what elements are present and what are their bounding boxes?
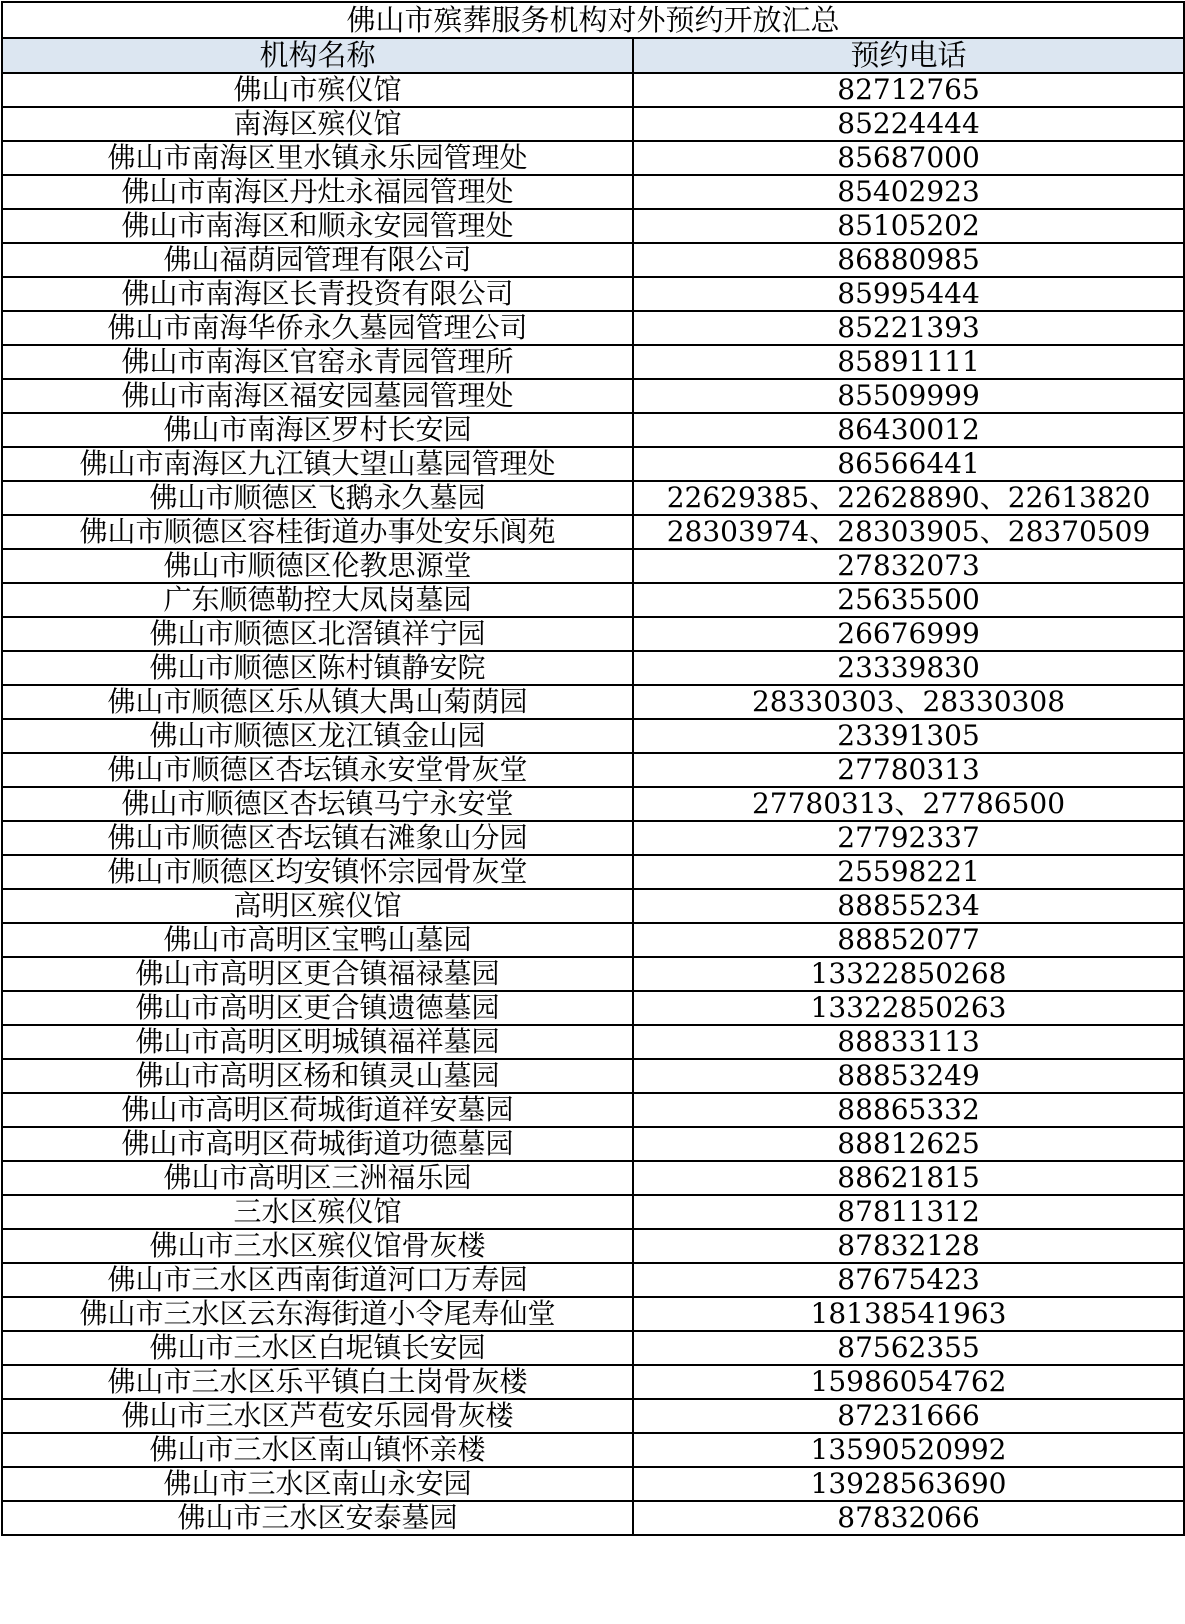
phone-cell[interactable]: 85687000 [633,141,1184,175]
institution-table [1,1,1185,1536]
phone-cell[interactable]: 13322850268 [633,957,1184,991]
phone-cell[interactable]: 85509999 [633,379,1184,413]
institution-name-cell[interactable]: 佛山市顺德区容桂街道办事处安乐阆苑 [2,515,633,549]
table-row [2,481,1184,515]
phone-cell[interactable]: 86566441 [633,447,1184,481]
table-row [2,1161,1184,1195]
phone-cell[interactable]: 85995444 [633,277,1184,311]
table-row [2,1365,1184,1399]
institution-name-cell[interactable]: 佛山市南海区里水镇永乐园管理处 [2,141,633,175]
institution-name-cell[interactable]: 佛山市高明区宝鸭山墓园 [2,923,633,957]
table-row [2,651,1184,685]
phone-cell[interactable]: 86430012 [633,413,1184,447]
institution-name-cell[interactable]: 佛山市南海华侨永久墓园管理公司 [2,311,633,345]
table-row [2,991,1184,1025]
institution-name-cell[interactable]: 佛山市高明区更合镇福禄墓园 [2,957,633,991]
phone-cell[interactable]: 82712765 [633,73,1184,107]
phone-cell[interactable]: 23391305 [633,719,1184,753]
table-row [2,1297,1184,1331]
table-row [2,1195,1184,1229]
table-row [2,583,1184,617]
table-row [2,141,1184,175]
table-row [2,889,1184,923]
table-row [2,753,1184,787]
phone-cell[interactable]: 85221393 [633,311,1184,345]
institution-name-cell[interactable]: 佛山市顺德区杏坛镇马宁永安堂 [2,787,633,821]
phone-cell[interactable]: 13928563690 [633,1467,1184,1501]
table-row [2,1467,1184,1501]
phone-cell[interactable]: 87562355 [633,1331,1184,1365]
institution-name-cell[interactable]: 佛山市高明区明城镇福祥墓园 [2,1025,633,1059]
institution-name-cell[interactable]: 高明区殡仪馆 [2,889,633,923]
title-row [2,2,1184,38]
table-row [2,617,1184,651]
table-row [2,719,1184,753]
institution-name-cell[interactable]: 佛山市三水区南山永安园 [2,1467,633,1501]
phone-cell[interactable]: 23339830 [633,651,1184,685]
institution-name-cell[interactable]: 佛山市三水区西南街道河口万寿园 [2,1263,633,1297]
table-row [2,549,1184,583]
phone-cell[interactable]: 85224444 [633,107,1184,141]
institution-name-cell[interactable]: 佛山市三水区云东海街道小令尾寿仙堂 [2,1297,633,1331]
phone-cell[interactable]: 25635500 [633,583,1184,617]
phone-cell[interactable]: 27780313 [633,753,1184,787]
phone-cell[interactable]: 13322850263 [633,991,1184,1025]
institution-name-cell[interactable]: 佛山市顺德区飞鹅永久墓园 [2,481,633,515]
institution-name-cell[interactable]: 佛山市高明区荷城街道祥安墓园 [2,1093,633,1127]
institution-name-cell[interactable]: 佛山市南海区福安园墓园管理处 [2,379,633,413]
phone-cell[interactable]: 13590520992 [633,1433,1184,1467]
institution-name-cell[interactable]: 佛山市三水区白坭镇长安园 [2,1331,633,1365]
phone-cell[interactable]: 27792337 [633,821,1184,855]
phone-cell[interactable]: 26676999 [633,617,1184,651]
phone-cell[interactable]: 87832128 [633,1229,1184,1263]
table-row [2,1093,1184,1127]
phone-cell[interactable]: 85891111 [633,345,1184,379]
institution-name-cell[interactable]: 佛山市南海区长青投资有限公司 [2,277,633,311]
institution-name-cell[interactable]: 佛山市顺德区杏坛镇右滩象山分园 [2,821,633,855]
phone-cell[interactable]: 88812625 [633,1127,1184,1161]
table-row [2,311,1184,345]
table-row [2,1025,1184,1059]
table-row [2,413,1184,447]
table-row [2,447,1184,481]
institution-name-cell[interactable]: 佛山市南海区和顺永安园管理处 [2,209,633,243]
phone-cell[interactable]: 87832066 [633,1501,1184,1535]
spreadsheet [1,1,1183,1536]
institution-name-cell[interactable]: 佛山市三水区芦苞安乐园骨灰楼 [2,1399,633,1433]
table-row [2,1059,1184,1093]
table-row [2,379,1184,413]
column-header-phone[interactable]: 预约电话 [633,38,1184,73]
phone-cell[interactable]: 87675423 [633,1263,1184,1297]
institution-name-cell[interactable]: 佛山市顺德区龙江镇金山园 [2,719,633,753]
institution-name-cell[interactable]: 佛山市顺德区均安镇怀宗园骨灰堂 [2,855,633,889]
phone-cell[interactable]: 87811312 [633,1195,1184,1229]
table-row [2,73,1184,107]
table-row [2,243,1184,277]
institution-name-cell[interactable]: 南海区殡仪馆 [2,107,633,141]
phone-cell[interactable]: 88853249 [633,1059,1184,1093]
institution-name-cell[interactable]: 佛山市高明区更合镇遗德墓园 [2,991,633,1025]
table-row [2,1263,1184,1297]
table-row [2,1501,1184,1535]
table-row [2,1127,1184,1161]
institution-name-cell[interactable]: 佛山市三水区乐平镇白土岗骨灰楼 [2,1365,633,1399]
phone-cell[interactable]: 88865332 [633,1093,1184,1127]
table-row [2,685,1184,719]
institution-name-cell[interactable]: 佛山市南海区九江镇大望山墓园管理处 [2,447,633,481]
phone-cell[interactable]: 25598221 [633,855,1184,889]
institution-name-cell[interactable]: 佛山市顺德区陈村镇静安院 [2,651,633,685]
table-row [2,107,1184,141]
table-row [2,1229,1184,1263]
phone-cell[interactable]: 87231666 [633,1399,1184,1433]
institution-name-cell[interactable]: 佛山市南海区官窑永青园管理所 [2,345,633,379]
table-row [2,855,1184,889]
phone-cell[interactable]: 88852077 [633,923,1184,957]
institution-name-cell[interactable]: 佛山市三水区殡仪馆骨灰楼 [2,1229,633,1263]
institution-name-cell[interactable]: 佛山市殡仪馆 [2,73,633,107]
header-row [2,38,1184,73]
institution-name-cell[interactable]: 佛山市高明区杨和镇灵山墓园 [2,1059,633,1093]
institution-name-cell[interactable]: 佛山市顺德区伦教思源堂 [2,549,633,583]
table-row [2,175,1184,209]
institution-name-cell[interactable]: 广东顺德勒控大凤岗墓园 [2,583,633,617]
table-body [2,73,1184,1535]
institution-name-cell[interactable]: 佛山市南海区罗村长安园 [2,413,633,447]
institution-name-cell[interactable]: 佛山市顺德区杏坛镇永安堂骨灰堂 [2,753,633,787]
phone-cell[interactable]: 15986054762 [633,1365,1184,1399]
table-row [2,821,1184,855]
table-row [2,277,1184,311]
institution-name-cell[interactable]: 佛山市顺德区北滘镇祥宁园 [2,617,633,651]
phone-cell[interactable]: 28303974、28303905、28370509 [633,515,1184,549]
table-title[interactable]: 佛山市殡葬服务机构对外预约开放汇总 [2,2,1184,38]
phone-cell[interactable]: 88621815 [633,1161,1184,1195]
table-row [2,923,1184,957]
table-row [2,345,1184,379]
institution-name-cell[interactable]: 佛山市顺德区乐从镇大禺山菊荫园 [2,685,633,719]
institution-name-cell[interactable]: 佛山市高明区荷城街道功德墓园 [2,1127,633,1161]
table-row [2,957,1184,991]
phone-cell[interactable]: 88855234 [633,889,1184,923]
phone-cell[interactable]: 18138541963 [633,1297,1184,1331]
table-row [2,1433,1184,1467]
phone-cell[interactable]: 85402923 [633,175,1184,209]
table-row [2,1399,1184,1433]
phone-cell[interactable]: 28330303、28330308 [633,685,1184,719]
institution-name-cell[interactable]: 三水区殡仪馆 [2,1195,633,1229]
table-row [2,209,1184,243]
institution-name-cell[interactable]: 佛山市高明区三洲福乐园 [2,1161,633,1195]
institution-name-cell[interactable]: 佛山市南海区丹灶永福园管理处 [2,175,633,209]
phone-cell[interactable]: 85105202 [633,209,1184,243]
column-header-name[interactable]: 机构名称 [2,38,633,73]
table-row [2,1331,1184,1365]
institution-name-cell[interactable]: 佛山福荫园管理有限公司 [2,243,633,277]
phone-cell[interactable]: 86880985 [633,243,1184,277]
institution-name-cell[interactable]: 佛山市三水区南山镇怀亲楼 [2,1433,633,1467]
table-row [2,515,1184,549]
phone-cell[interactable]: 27832073 [633,549,1184,583]
phone-cell[interactable]: 22629385、22628890、22613820 [633,481,1184,515]
institution-name-cell[interactable]: 佛山市三水区安泰墓园 [2,1501,633,1535]
table-row [2,787,1184,821]
phone-cell[interactable]: 27780313、27786500 [633,787,1184,821]
phone-cell[interactable]: 88833113 [633,1025,1184,1059]
